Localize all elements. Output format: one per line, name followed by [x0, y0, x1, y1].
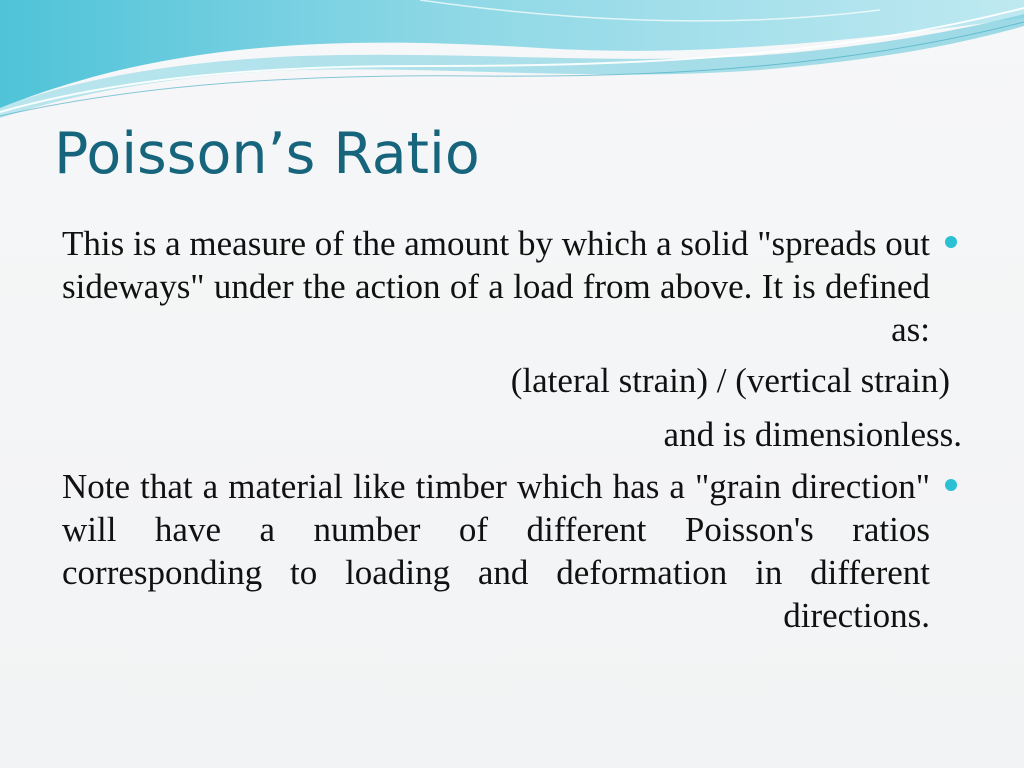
header-wave-decoration	[0, 0, 1024, 120]
dimensionless-line: and is dimensionless.	[663, 415, 962, 454]
paragraph-timber-note: Note that a material like timber which has a "grain direction" will have a number of different Poisson's ratios corresponding to loading and deformation in different directions.	[62, 467, 930, 635]
formula-line: (lateral strain) / (vertical strain)	[510, 361, 950, 400]
slide-title: Poisson’s Ratio	[54, 121, 480, 187]
paragraph-definition: This is a measure of the amount by which a solid "spreads out sideways" under the action of a load from above. It is defined as:	[62, 224, 930, 349]
bullet-icon	[945, 479, 957, 491]
bullet-icon	[945, 236, 957, 248]
